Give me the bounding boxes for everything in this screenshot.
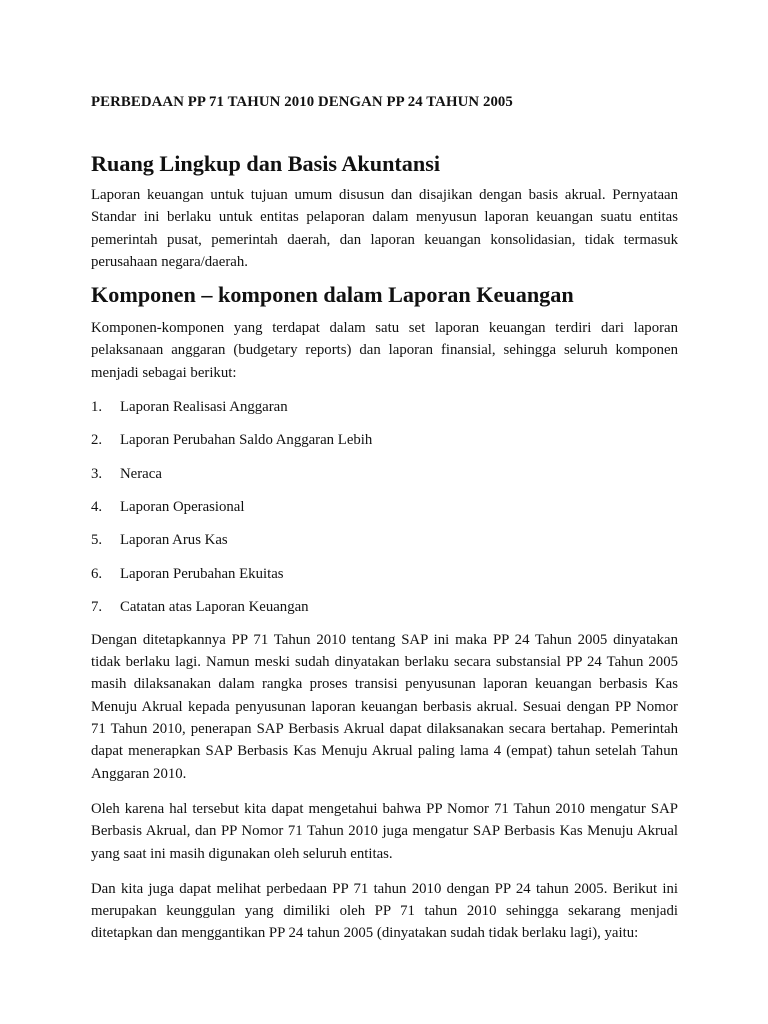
paragraph-penetapan: Dengan ditetapkannya PP 71 Tahun 2010 tentang SAP ini maka PP 24 Tahun 2005 dinyatakan tidak berlaku lagi. Namun meski sudah dinyatakan berlaku secara substansial PP 24 Tahun 2005 masih dilaksanakan dalam rangka proses transisi penyusunan laporan keuangan berbasis Kas Menuju Akrual kepada penyusunan laporan keuangan berbasis akrual. Sesuai dengan PP Nomor 71 Tahun 2010, penerapan SAP Berbasis Akrual dapat dilaksanakan secara bertahap. Pemerintah dapat menerapkan SAP Berbasis Kas Menuju Akrual paling lama 4 (empat) tahun setelah Tahun Anggaran 2010.: [91, 631, 678, 782]
list-item-number: 3.: [91, 465, 103, 482]
list-item-text: Laporan Realisasi Anggaran: [120, 399, 288, 416]
list-item-number: 1.: [91, 399, 103, 416]
list-item-number: 5.: [91, 532, 103, 549]
list-item-number: 4.: [91, 498, 103, 515]
list-item: [91, 530, 678, 550]
document-page: [91, 92, 678, 945]
list-item-text: Laporan Arus Kas: [120, 532, 228, 549]
list-item-number: 6.: [91, 565, 103, 582]
list-item: [91, 497, 678, 517]
list-item-text: Laporan Perubahan Saldo Anggaran Lebih: [120, 432, 373, 449]
section-heading-komponen: Komponen – komponen dalam Laporan Keuangan: [91, 282, 574, 308]
list-item: [91, 564, 678, 584]
list-item: [91, 597, 678, 617]
paragraph-ruang-lingkup: Laporan keuangan untuk tujuan umum disusun dan disajikan dengan basis akrual. Pernyataan Standar ini berlaku untuk entitas pelaporan dalam menyusun laporan keuangan suatu entitas pemerintah pusat, pemerintah daerah, dan laporan keuangan konsolidasian, tidak termasuk perusahaan negara/daerah.: [91, 187, 678, 270]
list-item: [91, 397, 678, 417]
list-item: [91, 464, 678, 484]
komponen-list: [91, 397, 678, 617]
list-item-text: Neraca: [120, 465, 162, 482]
list-item-number: 2.: [91, 432, 103, 449]
section-heading-ruang-lingkup: Ruang Lingkup dan Basis Akuntansi: [91, 151, 441, 176]
list-item-number: 7.: [91, 598, 103, 615]
list-item-text: Catatan atas Laporan Keuangan: [120, 598, 309, 615]
list-item-text: Laporan Perubahan Ekuitas: [120, 565, 284, 582]
paragraph-perbedaan: Dan kita juga dapat melihat perbedaan PP 71 tahun 2010 dengan PP 24 tahun 2005. Berikut ini merupakan keunggulan yang dimiliki oleh PP 71 tahun 2010 sehingga sekarang menjadi ditetapkan dan menggantikan PP 24 tahun 2005 (dinyatakan sudah tidak berlaku lagi), yaitu:: [91, 880, 678, 942]
paragraph-komponen-intro: Komponen-komponen yang terdapat dalam satu set laporan keuangan terdiri dari laporan pelaksanaan anggaran (budgetary reports) dan laporan finansial, sehingga seluruh komponen menjadi sebagai berikut:: [91, 320, 678, 381]
document-title: PERBEDAAN PP 71 TAHUN 2010 DENGAN PP 24 TAHUN 2005: [91, 94, 513, 110]
list-item-text: Laporan Operasional: [120, 498, 245, 515]
list-item: [91, 430, 678, 450]
paragraph-oleh-karena: Oleh karena hal tersebut kita dapat mengetahui bahwa PP Nomor 71 Tahun 2010 mengatur SAP Berbasis Akrual, dan PP Nomor 71 Tahun 2010 juga mengatur SAP Berbasis Kas Menuju Akrual yang saat ini masih digunakan oleh seluruh entitas.: [91, 800, 678, 862]
